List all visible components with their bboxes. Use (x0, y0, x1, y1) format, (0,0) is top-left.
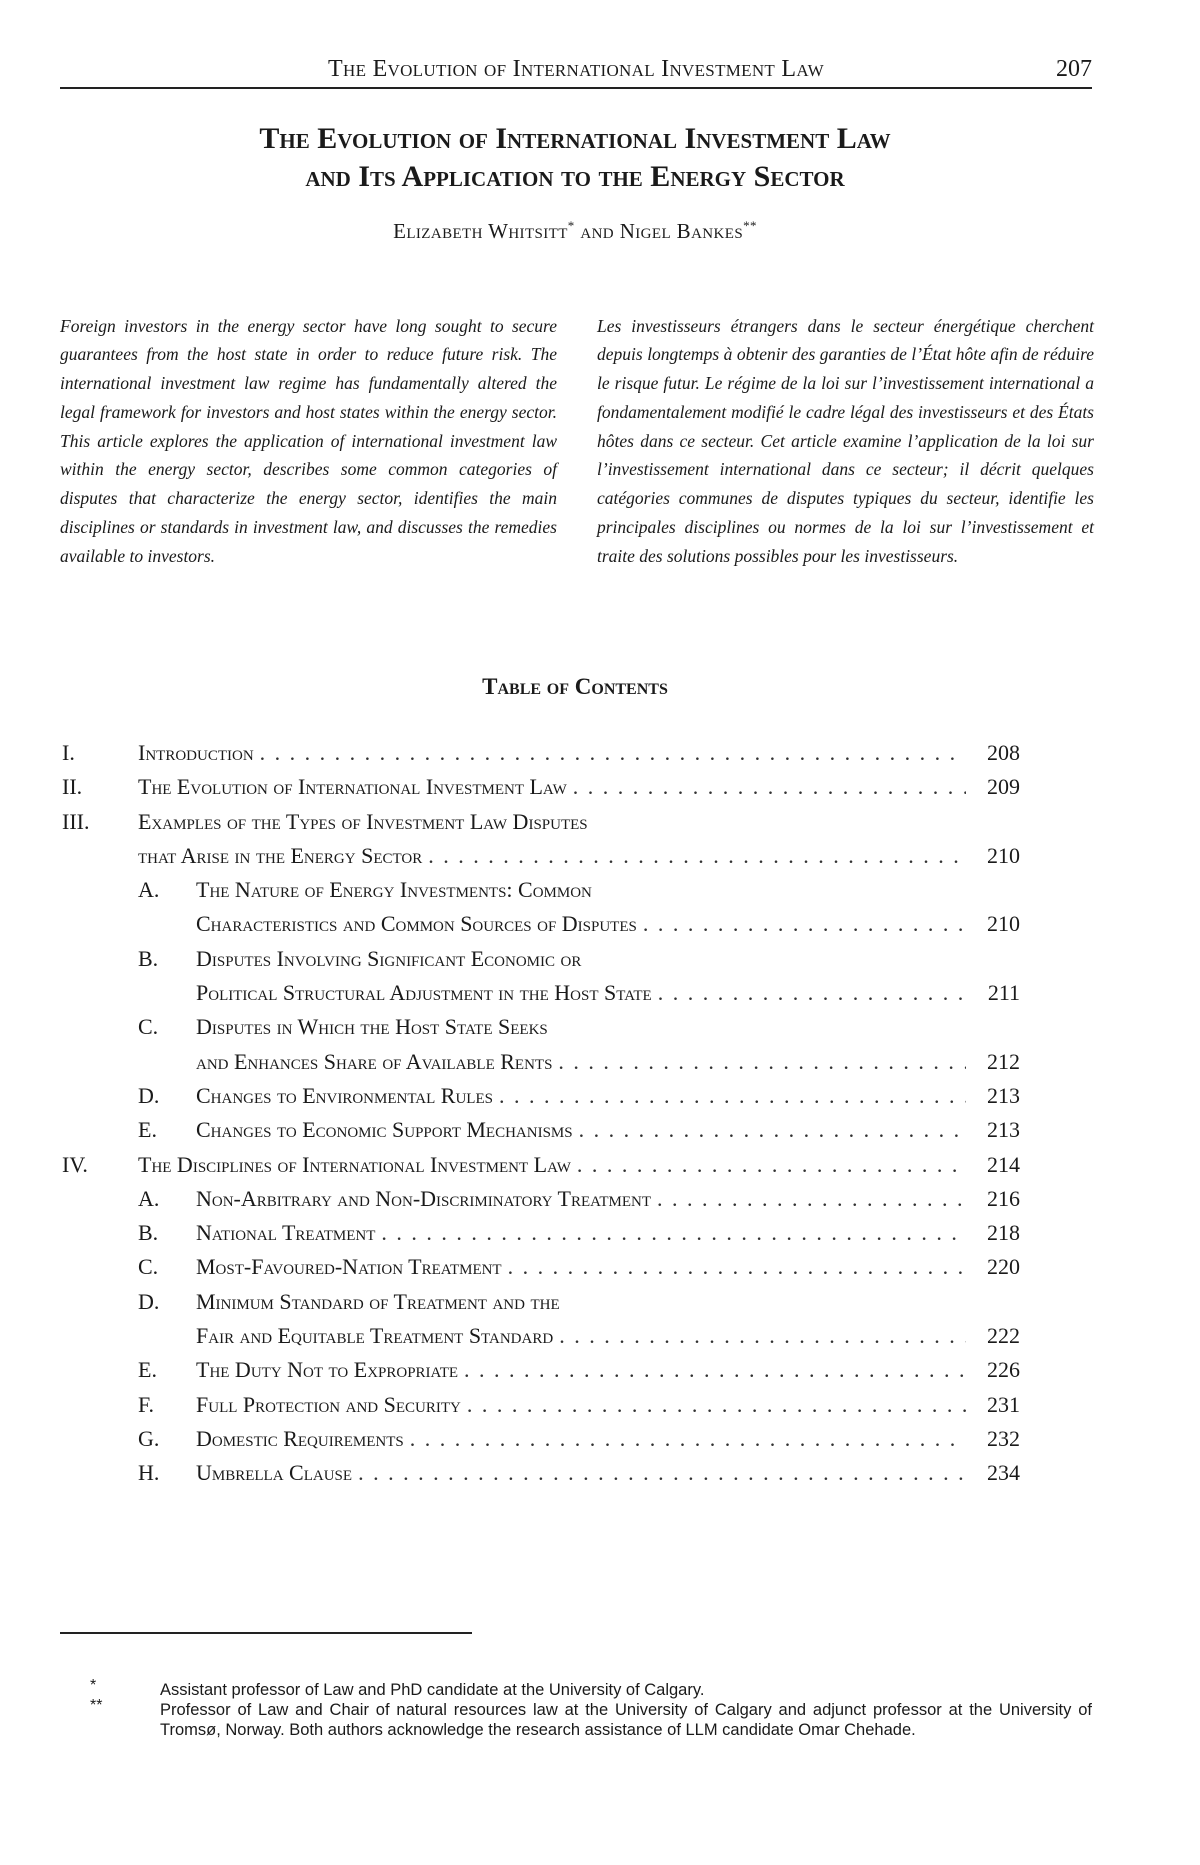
toc-dot-leader (428, 841, 966, 871)
toc-entry (60, 1458, 1060, 1492)
toc-entry-label: Domestic Requirements (196, 1425, 404, 1451)
toc-page-number: 208 (987, 740, 1020, 765)
toc-page-number: 210 (987, 842, 1020, 868)
toc-entry-label: The Duty Not to Expropriate (196, 1357, 459, 1383)
toc-entry-number: A. (138, 877, 160, 903)
running-title: The Evolution of International Investment Law (328, 56, 824, 82)
toc-entry-line (196, 1458, 1020, 1488)
toc-entry-continuation (60, 841, 1060, 875)
footnote-rule (60, 1632, 472, 1634)
toc-dot-leader (577, 1150, 966, 1180)
toc-entry-label: Changes to Environmental Rules (196, 1082, 493, 1108)
toc-page-number: 212 (987, 1048, 1020, 1074)
toc-entry (60, 1424, 1060, 1458)
toc-entry-number: H. (138, 1460, 160, 1486)
toc-page-number: 220 (987, 1254, 1020, 1280)
toc-dot-leader (464, 1355, 966, 1385)
author-name: Nigel Bankes (619, 219, 744, 243)
toc-entry-line (196, 1218, 1020, 1248)
footnotes (60, 1677, 1092, 1740)
toc-entry (60, 875, 1060, 909)
toc-entry-label: The Disciplines of International Investment Law (138, 1151, 571, 1177)
page-number: 207 (1056, 56, 1092, 82)
toc-entry-label: and Enhances Share of Available Rents (196, 1048, 553, 1074)
running-header (60, 56, 1092, 92)
toc-entry-line (138, 841, 1020, 871)
toc-entry-number: G. (138, 1425, 160, 1451)
toc-page-number: 210 (987, 911, 1020, 937)
toc-entry-label: Introduction (138, 740, 254, 765)
toc-entry-line (196, 1115, 1020, 1145)
toc-dot-leader (260, 738, 966, 768)
toc-entry-number: E. (138, 1357, 157, 1383)
toc-dot-leader (508, 1252, 966, 1282)
footnote-marker: ** (90, 1697, 103, 1714)
toc-entry (60, 1184, 1060, 1218)
toc-entry-line (196, 1390, 1020, 1420)
toc-entry (60, 1390, 1060, 1424)
toc-entry (60, 1115, 1060, 1149)
toc-page-number: 214 (987, 1151, 1020, 1177)
toc-entry-number: II. (62, 774, 83, 800)
toc-entry-line (196, 1047, 1020, 1077)
toc-entry-number: F. (138, 1391, 154, 1417)
toc-entry-label: Examples of the Types of Investment Law Disputes (138, 808, 588, 834)
toc-dot-leader (499, 1081, 966, 1111)
toc-entry (60, 1150, 1060, 1184)
toc-entry-label: Disputes in Which the Host State Seeks (196, 1014, 548, 1040)
toc-heading: Table of Contents (482, 674, 668, 699)
toc-entry-number: B. (138, 1220, 159, 1246)
toc-page-number: 213 (987, 1082, 1020, 1108)
toc-dot-leader (559, 1321, 966, 1351)
toc-entry-number: I. (62, 740, 75, 765)
article-title (100, 120, 1050, 196)
toc-entry-label: Non-Arbitrary and Non-Discriminatory Treatment (196, 1185, 651, 1211)
toc-entry-line (196, 909, 1020, 939)
author-name: Elizabeth Whitsitt (393, 219, 568, 243)
toc-entry-label: Characteristics and Common Sources of Disputes (196, 911, 637, 937)
toc-page-number: 213 (987, 1117, 1020, 1143)
table-of-contents (60, 738, 1060, 1493)
toc-page-number: 211 (987, 980, 1020, 1006)
toc-entry-label: Changes to Economic Support Mechanisms (196, 1117, 573, 1143)
toc-page-number: 234 (987, 1460, 1020, 1486)
toc-entry-number: C. (138, 1014, 159, 1040)
toc-entry-number: III. (62, 808, 90, 834)
article-title-line-2: and Its Application to the Energy Sector (305, 160, 845, 193)
toc-entry (60, 944, 1060, 978)
toc-dot-leader (658, 978, 966, 1008)
article-title-line-1: The Evolution of International Investment Law (259, 122, 891, 155)
author-conjunction: and (574, 219, 620, 243)
toc-page-number: 216 (987, 1185, 1020, 1211)
toc-entry (60, 1012, 1060, 1046)
abstract-english: Foreign investors in the energy sector have long sought to secure guarantees from the host state in order to reduce future risk. The international investment law regime has fundamentally altered the legal framework for investors and host states within the energy sector. This article explores the application of international investment law within the energy sector, describes some common categories of disputes that characterize the energy sector, identifies the main disciplines or standards in investment law, and discusses the remedies available to investors. (60, 315, 557, 566)
toc-entry-label: Minimum Standard of Treatment and the (196, 1288, 560, 1314)
toc-dot-leader (573, 772, 966, 802)
toc-entry-line (138, 772, 1020, 802)
toc-dot-leader (657, 1184, 966, 1214)
toc-entry-line (196, 1424, 1020, 1454)
toc-entry-line (196, 1252, 1020, 1282)
toc-entry-line (196, 1355, 1020, 1385)
toc-entry-label: The Evolution of International Investment Law (138, 774, 567, 800)
toc-page-number: 232 (987, 1425, 1020, 1451)
toc-entry-number: D. (138, 1288, 160, 1314)
toc-dot-leader (579, 1115, 966, 1145)
toc-entry-label: that Arise in the Energy Sector (138, 842, 423, 868)
footnote-text: Professor of Law and Chair of natural resources law at the University of Calgary and adjunct professor at the University of Tromsø, Norway. Both authors acknowledge the research assistance of LLM candidate Omar Chehade. (160, 1701, 1092, 1739)
toc-entry-label: Political Structural Adjustment in the Host State (196, 980, 652, 1006)
toc-entry (60, 1218, 1060, 1252)
toc-entry-number: C. (138, 1254, 159, 1280)
footnote-marker: * (90, 1677, 97, 1694)
toc-dot-leader (410, 1424, 966, 1454)
footnote-text: Assistant professor of Law and PhD candidate at the University of Calgary. (160, 1681, 705, 1699)
toc-entry-number: E. (138, 1117, 157, 1143)
toc-entry-line (196, 1081, 1020, 1111)
toc-entry-line (138, 738, 1020, 768)
toc-entry-continuation (60, 1321, 1060, 1355)
toc-entry-label: Fair and Equitable Treatment Standard (196, 1323, 554, 1349)
toc-dot-leader (358, 1458, 966, 1488)
toc-entry-line (196, 1184, 1020, 1214)
toc-dot-leader (467, 1390, 966, 1420)
toc-entry-label: Most-Favoured-Nation Treatment (196, 1254, 502, 1280)
footnote-marker: * (567, 218, 575, 233)
toc-entry-line (196, 978, 1020, 1008)
toc-entry-number: IV. (62, 1151, 88, 1177)
toc-entry-label: Umbrella Clause (196, 1460, 353, 1486)
toc-entry-number: B. (138, 945, 159, 971)
toc-entry-label: Full Protection and Security (196, 1391, 461, 1417)
toc-entry (60, 738, 1060, 772)
footnote (60, 1677, 1092, 1700)
toc-dot-leader (381, 1218, 966, 1248)
toc-page-number: 218 (987, 1220, 1020, 1246)
toc-page-number: 226 (987, 1357, 1020, 1383)
toc-entry (60, 1355, 1060, 1389)
toc-entry-continuation (60, 909, 1060, 943)
toc-dot-leader (643, 909, 966, 939)
header-rule (60, 87, 1092, 89)
toc-dot-leader (558, 1047, 966, 1077)
toc-entry-continuation (60, 1047, 1060, 1081)
toc-page-number: 231 (987, 1391, 1020, 1417)
toc-entry-label: The Nature of Energy Investments: Common (196, 877, 592, 903)
author-line (100, 218, 1050, 244)
footnote (60, 1697, 1092, 1740)
toc-entry-number: D. (138, 1082, 160, 1108)
toc-entry-line (138, 1150, 1020, 1180)
toc-entry (60, 1252, 1060, 1286)
toc-entry (60, 1287, 1060, 1321)
toc-entry (60, 772, 1060, 806)
toc-entry (60, 1081, 1060, 1115)
abstract-french: Les investisseurs étrangers dans le secteur énergétique cherchent depuis longtemps à obtenir des garanties de l’État hôte afin de réduire le risque futur. Le régime de la loi sur l’investissement international a fondamentalement modifié le cadre légal des investisseurs et des États hôtes dans ce secteur. Cet article examine l’application de la loi sur l’investissement international dans ce secteur; il décrit quelques catégories communes de disputes typiques du secteur, identifie les principales disciplines ou normes de la loi sur l’investissement et traite des solutions possibles pour les investisseurs. (597, 315, 1094, 566)
toc-entry-number: A. (138, 1185, 160, 1211)
toc-entry-continuation (60, 978, 1060, 1012)
toc-entry-label: National Treatment (196, 1220, 376, 1246)
toc-page-number: 209 (987, 774, 1020, 800)
toc-page-number: 222 (987, 1323, 1020, 1349)
footnote-marker: ** (743, 218, 757, 233)
toc-entry (60, 807, 1060, 841)
toc-entry-label: Disputes Involving Significant Economic or (196, 945, 582, 971)
toc-entry-line (196, 1321, 1020, 1351)
